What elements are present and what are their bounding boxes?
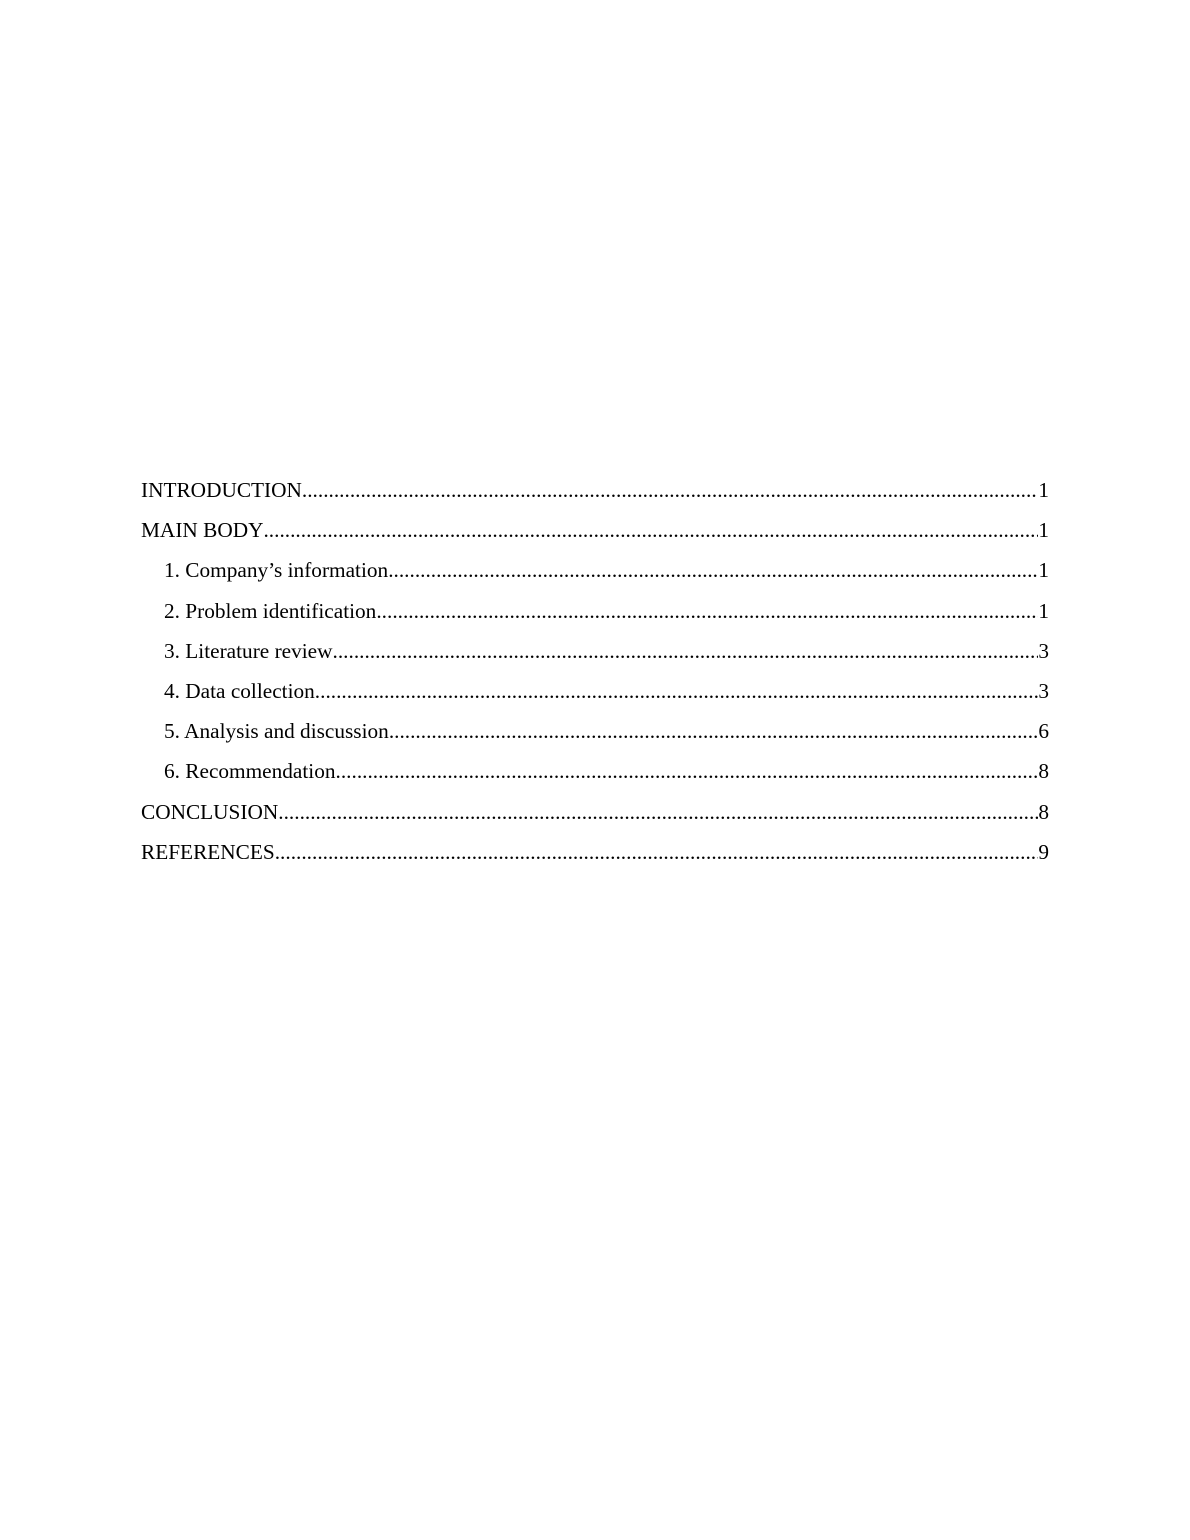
toc-entry-introduction[interactable] — [141, 475, 1049, 515]
toc-entry-label: 3. Literature review — [164, 638, 333, 663]
toc-dot-leader — [336, 756, 1039, 786]
toc-entry-label: MAIN BODY — [141, 518, 264, 543]
toc-page-number: 3 — [1038, 638, 1049, 663]
toc-dot-leader — [376, 596, 1038, 626]
toc-entry-label: CONCLUSION — [141, 799, 279, 824]
toc-entry-references[interactable] — [141, 837, 1049, 877]
toc-entry-literature-review[interactable] — [141, 636, 1049, 676]
toc-entry-company-information[interactable] — [141, 555, 1049, 595]
toc-page-number: 8 — [1038, 799, 1049, 824]
toc-entry-recommendation[interactable] — [141, 756, 1049, 796]
toc-page-number: 8 — [1038, 759, 1049, 784]
toc-entry-label: 5. Analysis and discussion — [164, 719, 389, 744]
toc-entry-main-body[interactable] — [141, 515, 1049, 555]
toc-page-number: 1 — [1038, 558, 1049, 583]
table-of-contents — [141, 475, 1049, 877]
toc-entry-analysis-and-discussion[interactable] — [141, 716, 1049, 756]
toc-entry-conclusion[interactable] — [141, 797, 1049, 837]
toc-entry-label: REFERENCES — [141, 839, 275, 864]
toc-entry-label: 1. Company’s information — [164, 558, 389, 583]
toc-dot-leader — [278, 797, 1038, 827]
toc-dot-leader — [388, 555, 1038, 585]
toc-dot-leader — [389, 716, 1039, 746]
toc-dot-leader — [315, 676, 1039, 706]
toc-page-number: 1 — [1038, 598, 1049, 623]
toc-entry-label: INTRODUCTION — [141, 478, 302, 502]
toc-page-number: 6 — [1038, 719, 1049, 744]
toc-entry-label: 2. Problem identification — [164, 598, 377, 623]
toc-dot-leader — [333, 636, 1039, 666]
toc-page-number: 3 — [1038, 678, 1049, 703]
toc-dot-leader — [275, 837, 1039, 867]
toc-page-number: 9 — [1038, 839, 1049, 864]
toc-dot-leader — [263, 515, 1038, 545]
toc-dot-leader — [302, 475, 1038, 505]
toc-entry-problem-identification[interactable] — [141, 596, 1049, 636]
toc-entry-label: 6. Recommendation — [164, 759, 336, 784]
toc-entry-data-collection[interactable] — [141, 676, 1049, 716]
toc-page-number: 1 — [1038, 518, 1049, 543]
toc-entry-label: 4. Data collection — [164, 678, 315, 703]
toc-page-number: 1 — [1038, 478, 1049, 502]
